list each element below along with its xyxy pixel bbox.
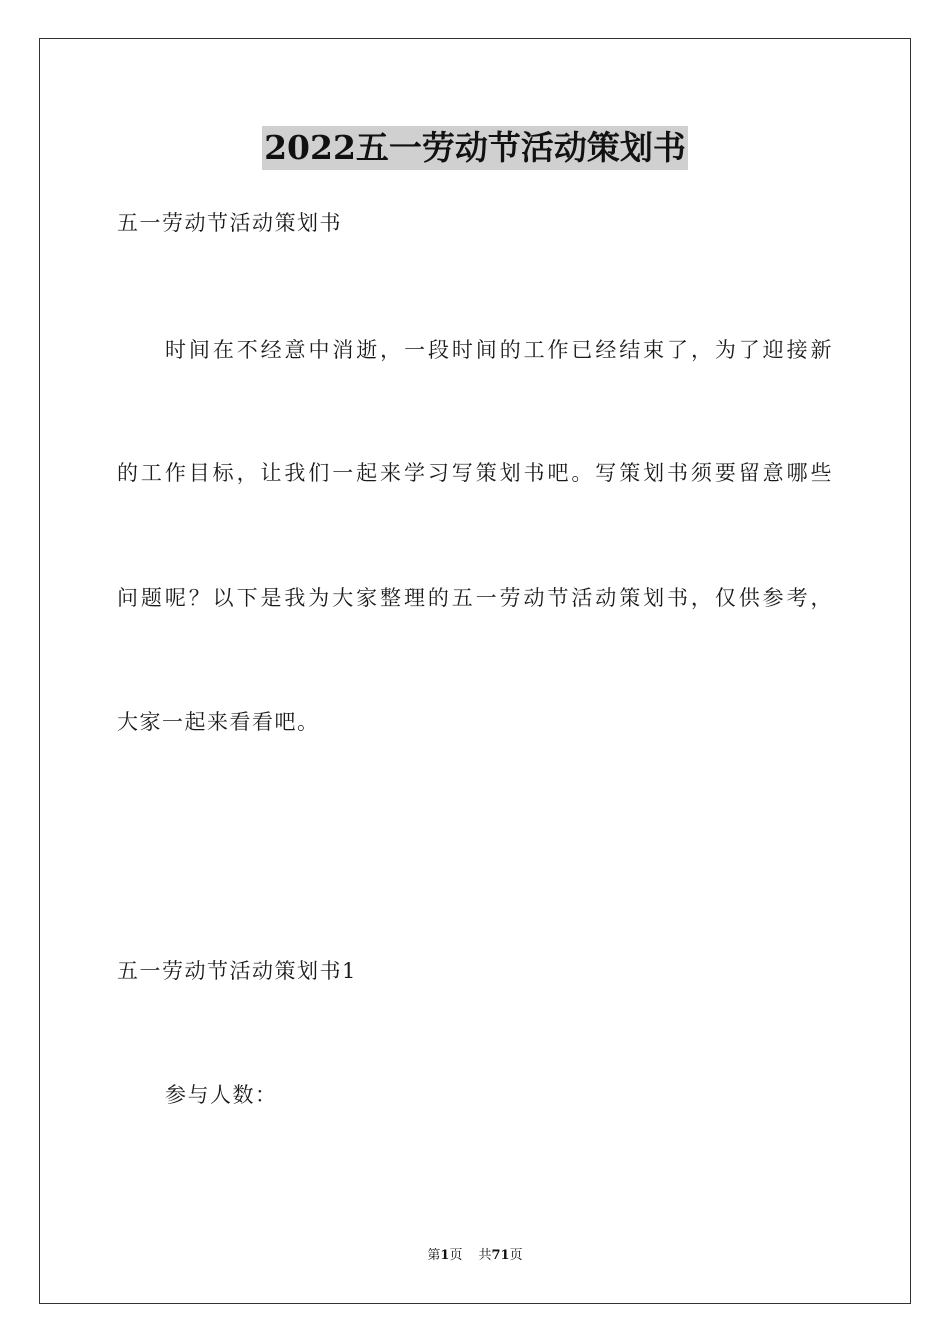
document-subtitle: 五一劳动节活动策划书 (117, 211, 342, 235)
intro-line: 大家一起来看看吧。 (117, 710, 320, 734)
intro-line: 的工作目标，让我们一起来学习写策划书吧。写策划书须要留意哪些 (117, 461, 833, 485)
footer-page-prefix: 第 (427, 1248, 441, 1263)
document-title: 2022五一劳动节活动策划书 (262, 126, 688, 170)
title-container (0, 126, 950, 170)
page-footer (0, 1247, 950, 1265)
intro-line: 问题呢？以下是我为大家整理的五一劳动节活动策划书，仅供参考， (117, 586, 833, 610)
footer-total-prefix: 共 (478, 1248, 492, 1263)
section-heading: 五一劳动节活动策划书1 (117, 959, 357, 983)
footer-page-suffix: 页 (449, 1248, 463, 1263)
section-paragraph: 参与人数： (165, 1083, 278, 1107)
footer-total-pages: 71 (491, 1248, 510, 1263)
footer-total-suffix: 页 (509, 1248, 523, 1263)
footer-page-number: 1 (440, 1248, 450, 1263)
intro-line: 时间在不经意中消逝，一段时间的工作已经结束了，为了迎接新 (165, 338, 833, 362)
